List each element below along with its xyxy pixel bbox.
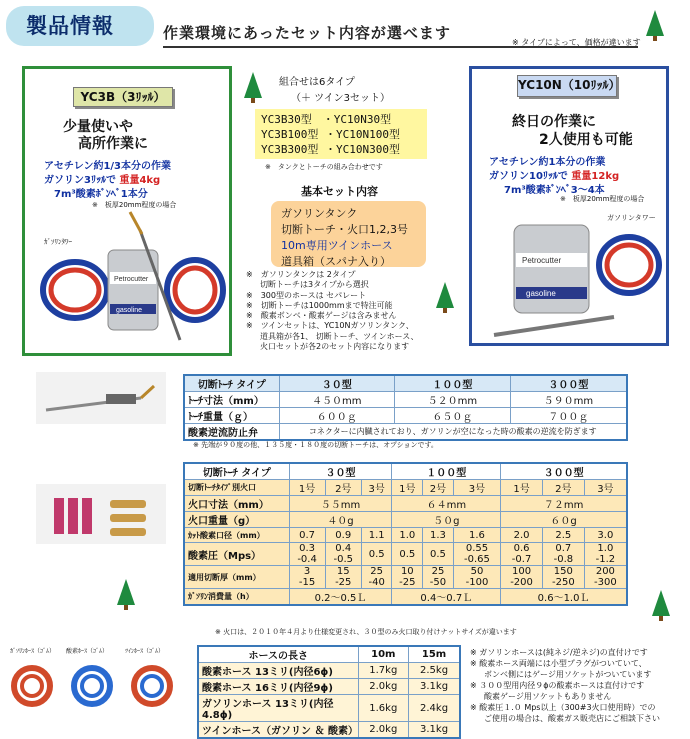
hose-label: ｶﾞｿﾘﾝﾎｰｽ（ｺﾞﾑ） [10,648,56,655]
hose-notes: ※ ガソリンホースは(純ネジ/逆ネジ)の直付けです ※ 酸素ホース両端には小型プラグがついていて、 ボンベ側にはゲージ用ソケットがついています ※ ３００型用内径９ϕの酸素ホースは直付けです 酸素ゲージ用ソケットもありません ※ 酸素圧１.０ Mps以上（300#3火口使用時）での ご使用の場合は、酸素ガス販売店にご相談下さい [470,648,660,723]
table-row: ﾄｰﾁ重量（ｇ） ６００ｇ ６５０ｇ ７００ｇ [184,408,627,424]
table-row: 適用切断厚（mm） 3 -15 15 -25 25 -40 10 -25 25 -50 50 -100 100 -200 150 -250 200 -300 [184,566,627,589]
yc10n-headline-1: 終日の作業に [512,114,596,130]
torch-note: ※ 先端が９０度の他、１３５度・１８０度の切断トーチは、オプションです。 [193,441,438,449]
tree-icon [436,282,454,308]
table-row: ﾄｰﾁ寸法（mm） ４５０mm ５２０mm ５９０mm [184,392,627,408]
basic-set-heading: 基本セット内容 [301,185,378,198]
table-row: ツインホース（ガソリン ＆ 酸素） 2.0kg 3.1kg [198,722,460,739]
page-subtitle: 作業環境にあったセット内容が選べます [163,22,638,48]
yc10n-product-image [474,205,666,343]
tree-icon [652,590,670,616]
table-row: 酸素ホース 13ミリ(内径6ϕ) 1.7kg 2.5kg [198,663,460,679]
hose-label: ﾂｲﾝﾎｰｽ（ｺﾞﾑ） [125,648,165,655]
tree-icon [117,579,135,605]
table-header: ３０型 [279,375,395,392]
table-row: ガソリンホース 13ミリ(内径4.8ϕ) 1.6kg 2.4kg [198,695,460,722]
svg-text:gasoline: gasoline [116,307,143,314]
gasoline-tower-label: ｶﾞｿﾘﾝﾀﾜｰ [44,238,72,246]
yc10n-note: ※ 板厚20mm程度の場合 [560,195,645,203]
table-header: ３００型 [510,375,627,392]
hose-weight-table [197,645,461,739]
set-note: ※ タンクとトーチの組み合わせです [265,163,383,171]
set-list: YC3B30型 ・YC10N30型 YC3B100型 ・YC10N100型 YC3B300型 ・YC10N300型 [255,109,427,159]
yc10n-headline-2: 2人使用も可能 [539,132,633,148]
center-notes: ※ ガソリンタンクは 2タイプ 切断トーチは3タイプから選択 ※ 300型のホースは セパレート ※ 切断トーチは1000mmまで特注可能 ※ 酸素ボンベ・酸素ゲージは含みません ※ ツインセットは、YC10Nガソリンタンク、 道具箱が各1、 切断トーチ、ツインホース、 火口セットが各2のセット内容になります [246,270,419,352]
table-header: ホースの長さ [198,646,358,663]
table-header: 10m [358,646,409,663]
table-row: ｶｯﾄ酸素口径（mm） 0.7 0.9 1.1 1.0 1.3 1.6 2.0 2.5 3.0 [184,528,627,543]
table-row: 切断ﾄｰﾁﾀｲﾌﾟ別火口 1号 2号 3号 1号 2号 3号 1号 2号 3号 [184,480,627,496]
yc3b-spec-1: アセチレン約1/3本分の作業 [44,161,172,172]
combo-count: 組合せは6タイプ [279,77,355,88]
yc10n-model-label: YC10N（10ﾘｯﾙ） [517,75,617,97]
gasoline-tower-label: ガソリンタワー [607,214,656,222]
yc10n-spec-2: ガソリン10ﾘｯﾙで 重量12kg [489,171,620,182]
type-note: ※ タイプによって、価格が違います [512,38,641,47]
table-header: １００型 [395,375,511,392]
torch-spec-table [183,374,628,441]
table-header: 15m [409,646,460,663]
nozzle-spec-table [183,462,628,606]
tree-icon [646,10,664,36]
svg-text:Petrocutter: Petrocutter [114,276,149,283]
table-row: ｶﾞｿﾘﾝ消費量（h） 0.2～0.5Ｌ 0.4～0.7Ｌ 0.6～1.0Ｌ [184,589,627,606]
hose-photos [8,656,180,716]
yc3b-note: ※ 板厚20mm程度の場合 [92,201,177,209]
torch-photo [36,372,166,424]
table-header: ３０型 [289,463,392,480]
yc3b-product-image [30,210,230,350]
yc3b-model-label: YC3B（3ﾘｯﾙ） [73,87,173,107]
basic-set-box: ガソリンタンク 切断トーチ・火口1,2,3号 10m専用ツインホース 道具箱（スパナ入り） [271,201,426,267]
svg-text:gasoline: gasoline [526,289,556,298]
yc3b-spec-3: 7m³酸素ﾎﾞﾝﾍﾞ1本分 [54,189,148,200]
yc10n-spec-3: 7m³酸素ﾎﾞﾝﾍﾞ3～4本 [504,185,605,196]
yc3b-spec-2: ガソリン3ﾘｯﾙで 重量4kg [44,175,161,186]
hose-label: 酸素ﾎｰｽ（ｺﾞﾑ） [66,648,109,655]
yc3b-headline-1: 少量使いや [63,119,133,135]
table-row: 酸素圧（Mps） 0.3 -0.4 0.4 -0.5 0.5 0.5 0.5 0.55 -0.65 0.6 -0.7 0.7 -0.8 1.0 -1.2 [184,543,627,566]
nozzle-photo [36,484,166,544]
nozzle-note: ※ 火口は、２０１０年４月より仕様変更され、３０型のみ火口取り付けナットサイズが違います [215,628,517,636]
page-title: 製品情報 [26,14,114,38]
tree-icon [244,72,262,98]
table-row: 火口寸法（mm） ５５mm ６４mm ７２mm [184,496,627,512]
table-row: 酸素ホース 16ミリ(内径9ϕ) 2.0kg 3.1kg [198,679,460,695]
combo-twin: （＋ ツイン3セット） [291,93,391,104]
table-row: 火口重量（g） ４０g ５０g ６０g [184,512,627,528]
svg-text:Petrocutter: Petrocutter [522,256,562,265]
table-header: 切断ﾄｰﾁ タイプ [184,375,279,392]
table-header: １００型 [392,463,501,480]
table-header: 切断ﾄｰﾁ タイプ [184,463,289,480]
table-row: 酸素逆流防止弁 コネクターに内臓されており、ガソリンが空になった時の酸素の逆流を防ぎます [184,424,627,441]
yc10n-spec-1: アセチレン約1本分の作業 [489,157,606,168]
yc3b-headline-2: 高所作業に [78,136,148,152]
table-header: ３００型 [501,463,627,480]
